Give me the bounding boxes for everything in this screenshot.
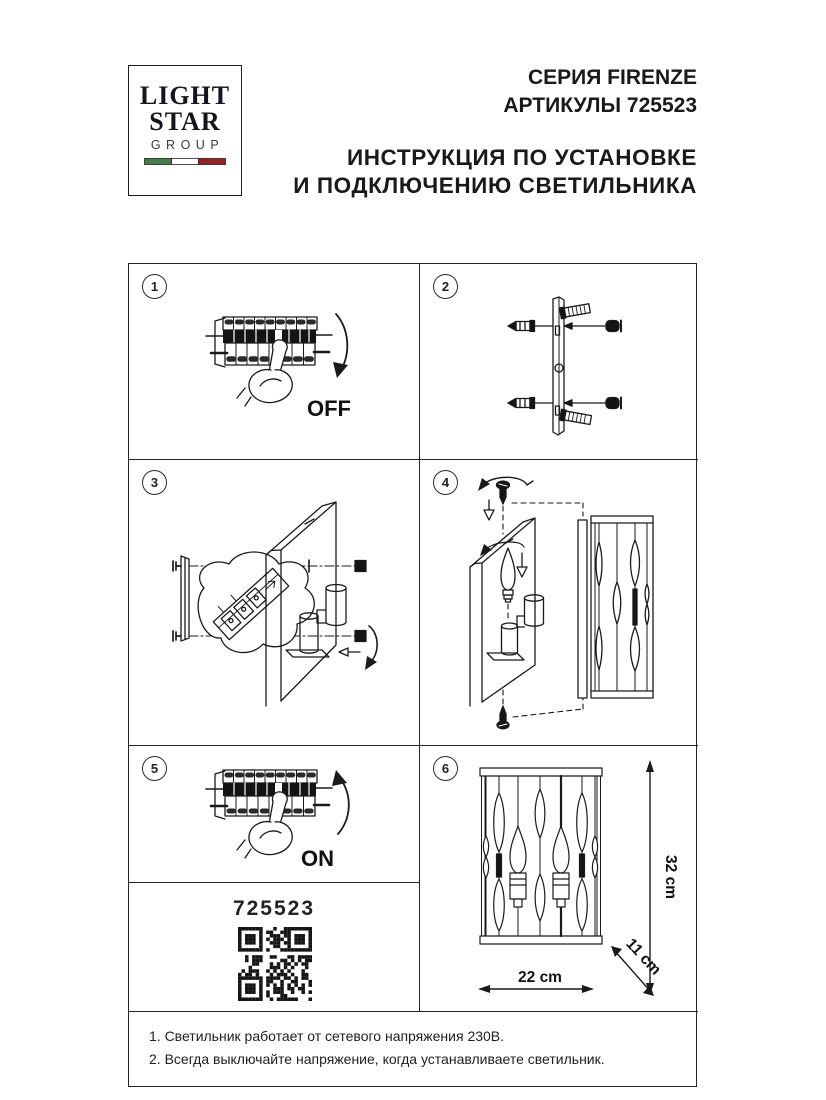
bracket-mounting-diagram bbox=[420, 264, 698, 460]
screw-bottom-icon bbox=[497, 706, 509, 729]
rotate-off-arrow-icon bbox=[336, 314, 347, 370]
step-panel-1 bbox=[129, 264, 420, 460]
candle-bulb-icon bbox=[501, 548, 515, 602]
bulb-shade-assembly-diagram bbox=[420, 460, 698, 746]
step-panel-5 bbox=[129, 746, 420, 883]
rotate-on-arrow-icon bbox=[338, 778, 349, 834]
screw-top-icon bbox=[565, 321, 622, 332]
lamp-holder-large-icon bbox=[317, 585, 346, 626]
logo-light-text: LIGHT bbox=[139, 81, 231, 110]
step-panel-4 bbox=[420, 460, 698, 746]
step-badge-2: 2 bbox=[433, 274, 458, 299]
on-label: ON bbox=[301, 846, 334, 871]
detail-balloon bbox=[198, 552, 314, 653]
down-arrow-icon bbox=[517, 553, 527, 577]
glass-shade-panel bbox=[578, 516, 653, 698]
dim-width-label: 22 cm bbox=[518, 969, 562, 986]
step-badge-4: 4 bbox=[433, 470, 458, 495]
qr-code bbox=[238, 927, 312, 1001]
italian-flag-icon bbox=[144, 158, 226, 165]
lamp-front-view-diagram bbox=[420, 746, 698, 1012]
screw-bottom-icon bbox=[565, 398, 622, 409]
wall-anchor-bottom-icon bbox=[508, 398, 553, 409]
logo-star-text: STAR bbox=[149, 107, 221, 136]
wall-anchor-top-icon bbox=[508, 321, 553, 332]
candle-bulb-icon bbox=[510, 826, 526, 907]
dim-height-label: 32 cm bbox=[662, 855, 679, 899]
note-line-2: 2. Всегда выключайте напряжение, когда устанавливаете светильник. bbox=[149, 1051, 605, 1067]
nut-bottom-icon bbox=[355, 631, 366, 642]
lamp-holder-small-icon bbox=[487, 623, 524, 660]
series-title: СЕРИЯ FIRENZE bbox=[527, 66, 697, 89]
wiring-backplate-diagram bbox=[129, 460, 420, 746]
down-arrow-icon bbox=[484, 500, 494, 520]
candle-bulb-icon bbox=[553, 826, 569, 907]
logo-group-text: GROUP bbox=[150, 138, 225, 152]
step-badge-3: 3 bbox=[142, 470, 167, 495]
lamp-backplate bbox=[470, 518, 535, 706]
qr-panel bbox=[129, 883, 420, 1012]
hand-icon bbox=[237, 340, 292, 406]
nut-top-icon bbox=[355, 561, 366, 572]
dim-depth-label: 11 cm bbox=[622, 935, 665, 979]
off-label: OFF bbox=[307, 396, 351, 421]
article-number: АРТИКУЛЫ 725523 bbox=[503, 93, 697, 117]
steps-grid bbox=[128, 263, 697, 1087]
step-panel-3 bbox=[129, 460, 420, 746]
step-badge-6: 6 bbox=[433, 756, 458, 781]
notes-panel bbox=[129, 1012, 698, 1088]
lightstar-logo bbox=[128, 65, 242, 196]
step-panel-2 bbox=[420, 264, 698, 460]
lamp-holder-large-icon bbox=[517, 595, 544, 627]
instruction-title-line1: ИНСТРУКЦИЯ ПО УСТАНОВКЕ bbox=[346, 145, 697, 170]
note-line-1: 1. Светильник работает от сетевого напряжения 230В. bbox=[149, 1028, 505, 1044]
breaker-off-diagram bbox=[129, 264, 420, 460]
step-badge-5: 5 bbox=[142, 756, 167, 781]
breaker-on-diagram bbox=[129, 746, 420, 883]
instruction-title-line2: И ПОДКЛЮЧЕНИЮ СВЕТИЛЬНИКА bbox=[293, 173, 697, 198]
step-badge-1: 1 bbox=[142, 274, 167, 299]
document-header bbox=[293, 64, 697, 200]
wall-bracket bbox=[181, 556, 189, 641]
hand-icon bbox=[237, 792, 292, 858]
bracket-screw-bottom-icon bbox=[173, 631, 181, 641]
instruction-title bbox=[293, 144, 697, 200]
bracket-screw-top-icon bbox=[173, 561, 181, 571]
step-panel-6 bbox=[420, 746, 698, 1012]
qr-article-number: 725523 bbox=[232, 897, 316, 920]
